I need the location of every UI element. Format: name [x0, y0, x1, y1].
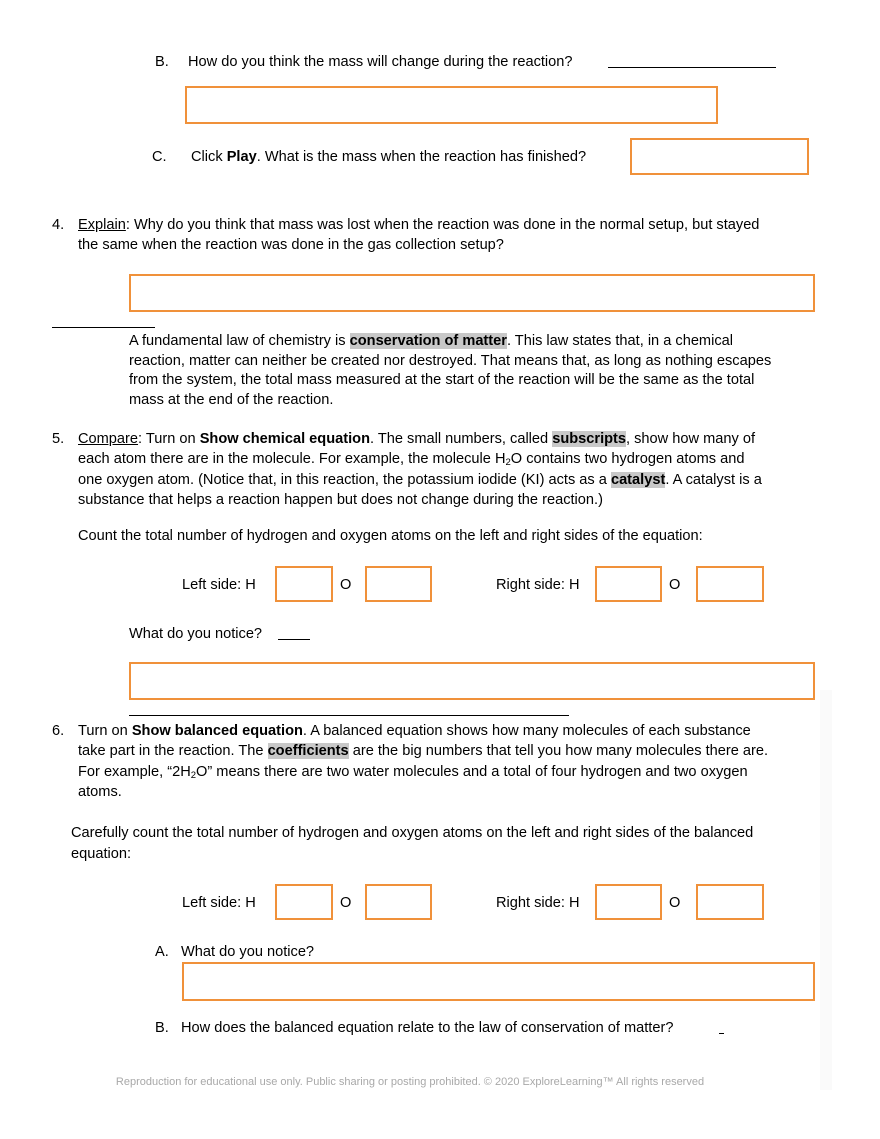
q6-line2: take part in the reaction. The coefficients are the big numbers that tell you how many molecules there are. [78, 743, 769, 759]
q3c-question: Click Play. What is the mass when the reaction has finished? [191, 149, 587, 165]
catalyst-term: catalyst [610, 472, 666, 488]
q5-line4: substance that helps a reaction happen but does not change during the reaction.) [78, 492, 603, 508]
q6-number: 6. [52, 723, 65, 739]
q6-right-label: Right side: H [496, 895, 580, 911]
q6a-question: What do you notice? [181, 944, 315, 960]
subscripts-term: subscripts [552, 431, 627, 447]
q5-line2: each atom there are in the molecule. For example, the molecule $H_2O$ contains two hydrogen atoms and [78, 451, 745, 468]
q6-left-o-label: O [340, 895, 352, 911]
info-line1: A fundamental law of chemistry is conservation of matter. This law states that, in a chemical [129, 333, 733, 349]
q6a-answer-box[interactable] [182, 962, 815, 1001]
q5-line1: Compare: Turn on Show chemical equation. The small numbers, called subscripts, show how many of [78, 431, 756, 447]
q3c-letter: C. [152, 149, 167, 165]
q5-left-label: Left side: H [182, 577, 256, 593]
q4-answer-box[interactable] [129, 274, 815, 312]
q5-left-o-input[interactable] [365, 566, 432, 602]
q3b-letter: B. [155, 54, 169, 70]
q6-left-o-input[interactable] [365, 884, 432, 920]
q5-right-o-label: O [669, 577, 681, 593]
q6-right-h-input[interactable] [595, 884, 662, 920]
q3b-answer-box[interactable] [185, 86, 718, 124]
q5-left-h-input[interactable] [275, 566, 333, 602]
q6-line3: For example, “$2H_2O$” means there are two water molecules and a total of four hydrogen and two oxygen [78, 764, 748, 781]
q6b-answer-line [719, 1033, 724, 1034]
q4-label: Explain [78, 217, 126, 233]
info-line2: reaction, matter can neither be created nor destroyed. That means that, as long as nothing escapes [129, 353, 772, 369]
q4-line2: the same when the reaction was done in the gas collection setup? [78, 237, 504, 253]
q6-count-line1: Carefully count the total number of hydrogen and oxygen atoms on the left and right sides of the balanced [71, 825, 754, 841]
q6-left-h-input[interactable] [275, 884, 333, 920]
q5-right-label: Right side: H [496, 577, 580, 593]
q6-line1: Turn on Show balanced equation. A balanced equation shows how many molecules of each substance [78, 723, 751, 739]
q5-right-o-input[interactable] [696, 566, 764, 602]
q4-number: 4. [52, 217, 65, 233]
q3b-answer-line [608, 67, 776, 68]
info-line3: from the system, the total mass measured at the start of the reaction will be the same as the total [129, 372, 755, 388]
q5-right-h-input[interactable] [595, 566, 662, 602]
background-patch [820, 690, 832, 1090]
q6-count-line2: equation: [71, 846, 132, 862]
q6a-letter: A. [155, 944, 169, 960]
info-line4: mass at the end of the reaction. [129, 392, 334, 408]
q6b-letter: B. [155, 1020, 169, 1036]
q6b-question: How does the balanced equation relate to the law of conservation of matter? [181, 1020, 674, 1036]
q5-number: 5. [52, 431, 65, 447]
q5-count-prompt: Count the total number of hydrogen and oxygen atoms on the left and right sides of the equation: [78, 528, 703, 544]
q5-long-line [129, 715, 569, 716]
q3b-question: How do you think the mass will change during the reaction? [188, 54, 573, 70]
play-label: Play [226, 149, 257, 165]
q5-line3: one oxygen atom. (Notice that, in this reaction, the potassium iodide (KI) acts as a catalyst. A catalyst is a [78, 472, 762, 488]
q5-label: Compare [78, 431, 139, 447]
q6-left-label: Left side: H [182, 895, 256, 911]
q5-notice-line [278, 639, 310, 640]
q3c-answer-box[interactable] [630, 138, 809, 175]
q6-right-o-label: O [669, 895, 681, 911]
q5-notice-answer-box[interactable] [129, 662, 815, 700]
q6-line4: atoms. [78, 784, 122, 800]
q5-left-o-label: O [340, 577, 352, 593]
conservation-of-matter-term: conservation of matter [349, 333, 507, 349]
q6-right-o-input[interactable] [696, 884, 764, 920]
q4-line1: Explain: Why do you think that mass was lost when the reaction was done in the normal setup, but stayed [78, 217, 760, 233]
q4-short-line [52, 327, 155, 328]
q5-notice-prompt: What do you notice? [129, 626, 263, 642]
coefficients-term: coefficients [267, 743, 349, 759]
copyright-footer: Reproduction for educational use only. Public sharing or posting prohibited. © 2020 ExploreLearning™ All rights reserved [115, 1076, 705, 1088]
